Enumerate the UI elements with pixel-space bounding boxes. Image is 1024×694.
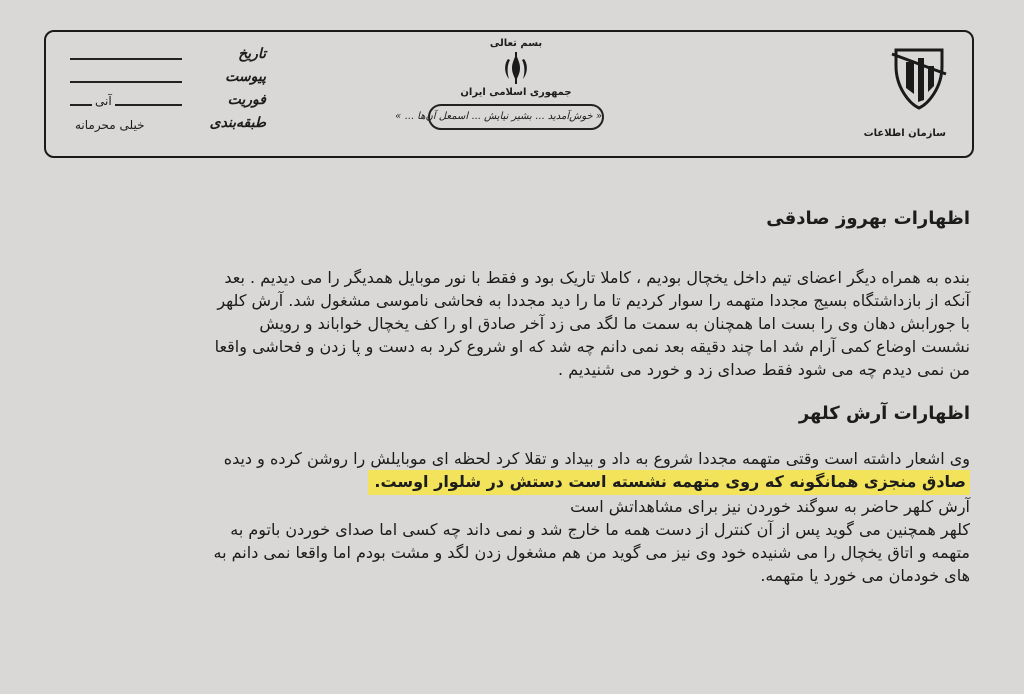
- paragraph-line: های خودمان می خورد یا متهمه.: [760, 566, 970, 585]
- section-heading-sadeghi: اظهارات بهروز صادقی: [766, 208, 970, 229]
- meta-row-urgency: [66, 92, 266, 115]
- letterhead: [44, 30, 974, 158]
- meta-value-urgency: آنی: [92, 94, 115, 108]
- highlighted-line-wrap: [58, 470, 970, 495]
- meta-label-date: تاریخ: [238, 46, 266, 62]
- top-caption: بسم تعالی: [489, 38, 543, 49]
- highlighted-line: صادق منجزی همانگونه که روی متهمه نشسته است دستش در شلوار اوست.: [368, 470, 970, 495]
- country-name: جمهوری اسلامی ایران: [460, 87, 572, 98]
- irgc-logo-icon: [884, 44, 954, 114]
- meta-row-attachment: [66, 69, 266, 92]
- meta-value-classification: خیلی محرمانه: [72, 118, 147, 132]
- org-name: سازمان اطلاعات: [863, 128, 946, 139]
- iran-emblem-icon: [499, 51, 533, 85]
- letter-meta: [66, 46, 266, 138]
- paragraph-line: کلهر همچنین می گوید پس از آن کنترل از دست همه ما خارج شد و نمی داند چه کسی اما صدای خوردن باتوم به: [230, 520, 970, 539]
- paragraph-line: متهمه و اتاق یخچال را می شنیده خود وی نیز می گوید من هم مشغول زدن لگد و مشت بودم اما واقعا نمی دانم به: [213, 543, 970, 562]
- meta-label-urgency: فوریت: [227, 92, 266, 108]
- paragraph-line: نشست اوضاع کمی آرام شد اما چند دقیقه بعد نمی دانم چه شد که او شروع کرد به دست و پا زدن و فحاشی واقعا: [214, 337, 970, 356]
- meta-blank-line: [70, 58, 182, 60]
- motto-banner: « خوش‌آمدید ... بشیر نیایش ... اسمعل آن‌ها ... »: [428, 104, 604, 130]
- paragraph-line: آنکه از بازداشتگاه بسیج مجددا متهمه را سوار کردیم تا ما را دید مجددا به فحاشی ناموسی مشغول شد. آرش کلهر: [217, 291, 970, 310]
- letterhead-center: [395, 38, 616, 130]
- paragraph-line: بنده به همراه دیگر اعضای تیم داخل یخچال بودیم ، کاملا تاریک بود و فقط با نور موبایل همدیگر را می دیدیم . بعد: [224, 268, 970, 287]
- meta-blank-line: [70, 81, 182, 83]
- paragraph-line: آرش کلهر حاضر به سوگند خوردن نیز برای مشاهداتش است: [570, 497, 970, 516]
- meta-row-date: [66, 46, 266, 69]
- paragraph-line: با جورابش دهان وی را بست اما همچنان به سمت ما لگد می زد آخر صادق او را کف یخچال خواباند و رویش: [259, 314, 970, 333]
- paragraph-line: من نمی دیدم چه می شود فقط صدای زد و خورد می شنیدیم .: [558, 360, 970, 379]
- meta-row-classification: [66, 115, 266, 138]
- meta-label-classification: طبقه‌بندی: [209, 115, 266, 131]
- paragraph-line: وی اشعار داشته است وقتی متهمه مجددا شروع به داد و بیداد و تقلا کرد لحظه ای موبایلش را روشن کرده و دیده: [223, 449, 970, 468]
- document-body: [58, 206, 970, 587]
- meta-blank-line: [70, 104, 182, 106]
- section-heading-kalhor: اظهارات آرش کلهر: [798, 403, 970, 424]
- meta-label-attachment: پیوست: [225, 69, 266, 85]
